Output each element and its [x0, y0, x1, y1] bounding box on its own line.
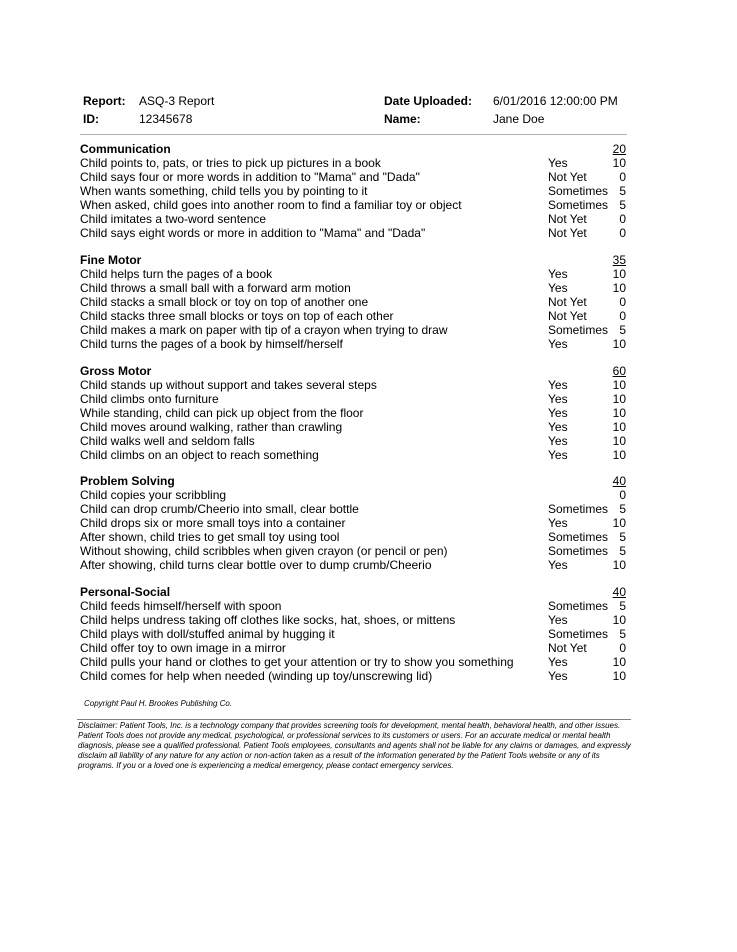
question-text: Child climbs on an object to reach something	[80, 448, 319, 462]
question-row	[80, 184, 628, 198]
question-row	[80, 170, 628, 184]
section-problem-solving	[80, 474, 628, 572]
answer-text: Yes	[548, 669, 568, 683]
points-value: 10	[612, 516, 626, 530]
points-value: 5	[619, 323, 626, 337]
disclaimer-text: Disclaimer: Patient Tools, Inc. is a technology company that provides screening tools for development, mental health, behavioral health, and other issues. Patient Tools does not provide any medical, psychological, or professional services to its customers or users. For an accurate medical or mental health diagnosis, please see a qualified professional. Patient Tools employees, consultants and agents shall not be liable for any claims or damages, and expressly disclaim all liability of any nature for any action or non-action taken as a result of the information generated by the Patient Tools website or any of its programs. If you or a loved one is experiencing a medical emergency, please contact emergency services.	[78, 721, 631, 771]
answer-text: Not Yet	[548, 170, 587, 184]
question-text: While standing, child can pick up object from the floor	[80, 406, 364, 420]
section-score: 40	[612, 474, 626, 488]
section-header	[80, 474, 628, 488]
answer-text: Yes	[548, 392, 568, 406]
question-row	[80, 406, 628, 420]
question-text: Child drops six or more small toys into a container	[80, 516, 346, 530]
section-score: 40	[612, 585, 626, 599]
section-title: Fine Motor	[80, 253, 142, 267]
question-row	[80, 530, 628, 544]
answer-text: Sometimes	[548, 198, 609, 212]
question-text: Child throws a small ball with a forward arm motion	[80, 281, 351, 295]
answer-text: Sometimes	[548, 323, 609, 337]
points-value: 0	[619, 488, 626, 502]
report-value: ASQ-3 Report	[139, 94, 215, 108]
question-text: Child can drop crumb/Cheerio into small, clear bottle	[80, 502, 359, 516]
name-label: Name:	[384, 112, 421, 126]
question-row	[80, 281, 628, 295]
question-row	[80, 544, 628, 558]
points-value: 10	[612, 156, 626, 170]
question-text: Without showing, child scribbles when given crayon (or pencil or pen)	[80, 544, 448, 558]
question-row	[80, 420, 628, 434]
header-divider	[80, 134, 627, 135]
answer-text: Sometimes	[548, 599, 609, 613]
question-text: Child walks well and seldom falls	[80, 434, 255, 448]
answer-text: Yes	[548, 337, 568, 351]
question-text: Child imitates a two-word sentence	[80, 212, 267, 226]
name-value: Jane Doe	[493, 112, 545, 126]
points-value: 10	[612, 434, 626, 448]
answer-text: Yes	[548, 378, 568, 392]
question-text: Child offer toy to own image in a mirror	[80, 641, 286, 655]
points-value: 10	[612, 337, 626, 351]
question-text: Child pulls your hand or clothes to get your attention or try to show you something	[80, 655, 514, 669]
question-row	[80, 613, 628, 627]
question-text: Child copies your scribbling	[80, 488, 227, 502]
question-row	[80, 627, 628, 641]
question-text: Child feeds himself/herself with spoon	[80, 599, 282, 613]
question-text: Child stacks three small blocks or toys on top of each other	[80, 309, 394, 323]
points-value: 10	[612, 448, 626, 462]
question-text: After showing, child turns clear bottle over to dump crumb/Cheerio	[80, 558, 432, 572]
section-gross-motor	[80, 364, 628, 462]
question-row	[80, 434, 628, 448]
question-text: After shown, child tries to get small toy using tool	[80, 530, 340, 544]
section-personal-social	[80, 585, 628, 683]
answer-text: Not Yet	[548, 641, 587, 655]
question-row	[80, 198, 628, 212]
question-text: Child makes a mark on paper with tip of a crayon when trying to draw	[80, 323, 448, 337]
question-row	[80, 669, 628, 683]
question-row	[80, 502, 628, 516]
question-text: Child helps turn the pages of a book	[80, 267, 273, 281]
question-text: When asked, child goes into another room to find a familiar toy or object	[80, 198, 462, 212]
section-header	[80, 364, 628, 378]
question-row	[80, 337, 628, 351]
question-row	[80, 226, 628, 240]
answer-text: Sometimes	[548, 627, 609, 641]
question-row	[80, 516, 628, 530]
question-text: Child climbs onto furniture	[80, 392, 219, 406]
points-value: 10	[612, 406, 626, 420]
points-value: 5	[619, 599, 626, 613]
answer-text: Yes	[548, 281, 568, 295]
answer-text: Not Yet	[548, 295, 587, 309]
question-text: Child stands up without support and takes several steps	[80, 378, 377, 392]
answer-text: Not Yet	[548, 226, 587, 240]
points-value: 5	[619, 530, 626, 544]
answer-text: Yes	[548, 434, 568, 448]
question-row	[80, 655, 628, 669]
section-communication	[80, 142, 628, 240]
answer-text: Sometimes	[548, 502, 609, 516]
question-row	[80, 309, 628, 323]
points-value: 10	[612, 267, 626, 281]
question-row	[80, 599, 628, 613]
points-value: 5	[619, 184, 626, 198]
answer-text: Not Yet	[548, 309, 587, 323]
section-header	[80, 585, 628, 599]
question-row	[80, 488, 628, 502]
section-header	[80, 253, 628, 267]
question-row	[80, 212, 628, 226]
section-score: 60	[612, 364, 626, 378]
id-value: 12345678	[139, 112, 193, 126]
answer-text: Yes	[548, 267, 568, 281]
points-value: 0	[619, 212, 626, 226]
answer-text: Sometimes	[548, 530, 609, 544]
answer-text: Yes	[548, 558, 568, 572]
points-value: 0	[619, 295, 626, 309]
points-value: 10	[612, 558, 626, 572]
report-label: Report:	[83, 94, 126, 108]
question-text: Child plays with doll/stuffed animal by hugging it	[80, 627, 335, 641]
points-value: 10	[612, 392, 626, 406]
question-text: When wants something, child tells you by pointing to it	[80, 184, 368, 198]
answer-text: Not Yet	[548, 212, 587, 226]
points-value: 5	[619, 502, 626, 516]
answer-text: Yes	[548, 406, 568, 420]
section-title: Gross Motor	[80, 364, 152, 378]
points-value: 10	[612, 420, 626, 434]
question-row	[80, 295, 628, 309]
points-value: 0	[619, 170, 626, 184]
answer-text: Yes	[548, 420, 568, 434]
answer-text: Sometimes	[548, 184, 609, 198]
points-value: 10	[612, 378, 626, 392]
answer-text: Yes	[548, 516, 568, 530]
date-uploaded-value: 6/01/2016 12:00:00 PM	[493, 94, 618, 108]
question-row	[80, 323, 628, 337]
points-value: 5	[619, 198, 626, 212]
answer-text: Yes	[548, 613, 568, 627]
date-uploaded-label: Date Uploaded:	[384, 94, 473, 108]
section-score: 35	[612, 253, 626, 267]
section-title: Personal-Social	[80, 585, 171, 599]
points-value: 5	[619, 627, 626, 641]
points-value: 0	[619, 309, 626, 323]
question-row	[80, 641, 628, 655]
copyright-note: Copyright Paul H. Brookes Publishing Co.	[84, 699, 233, 708]
question-text: Child moves around walking, rather than crawling	[80, 420, 343, 434]
section-score: 20	[612, 142, 626, 156]
points-value: 5	[619, 544, 626, 558]
question-text: Child comes for help when needed (winding up toy/unscrewing lid)	[80, 669, 433, 683]
answer-text: Yes	[548, 655, 568, 669]
section-title: Problem Solving	[80, 474, 175, 488]
question-text: Child turns the pages of a book by himself/herself	[80, 337, 343, 351]
question-row	[80, 156, 628, 170]
question-text: Child stacks a small block or toy on top of another one	[80, 295, 369, 309]
question-row	[80, 558, 628, 572]
points-value: 10	[612, 613, 626, 627]
question-text: Child points to, pats, or tries to pick up pictures in a book	[80, 156, 381, 170]
answer-text: Yes	[548, 448, 568, 462]
points-value: 0	[619, 641, 626, 655]
section-header	[80, 142, 628, 156]
question-row	[80, 267, 628, 281]
id-label: ID:	[83, 112, 99, 126]
answer-text: Sometimes	[548, 544, 609, 558]
question-text: Child helps undress taking off clothes like socks, hat, shoes, or mittens	[80, 613, 456, 627]
points-value: 10	[612, 655, 626, 669]
question-text: Child says four or more words in addition to "Mama" and "Dada"	[80, 170, 420, 184]
question-row	[80, 392, 628, 406]
answer-text: Yes	[548, 156, 568, 170]
question-row	[80, 378, 628, 392]
question-text: Child says eight words or more in addition to "Mama" and "Dada"	[80, 226, 426, 240]
points-value: 0	[619, 226, 626, 240]
points-value: 10	[612, 281, 626, 295]
disclaimer-divider	[77, 719, 631, 720]
section-title: Communication	[80, 142, 171, 156]
section-fine-motor	[80, 253, 628, 351]
points-value: 10	[612, 669, 626, 683]
question-row	[80, 448, 628, 462]
